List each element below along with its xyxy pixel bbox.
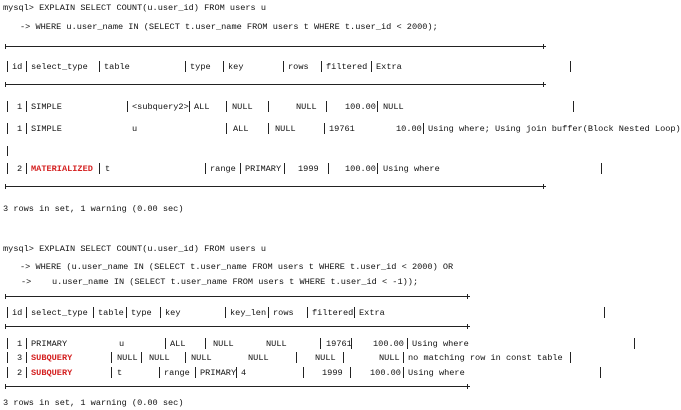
table2-row1-extra: Using where xyxy=(412,339,469,349)
table1-row2-select-type: SIMPLE xyxy=(31,124,62,134)
table1-row3-rows: 1999 xyxy=(298,164,319,174)
table2-row2-extra: no matching row in const table xyxy=(408,353,563,363)
table2-row3-table: t xyxy=(117,368,123,378)
table1-continuation-bar xyxy=(7,146,8,156)
table1-row1-id: 1 xyxy=(17,102,23,112)
table2-top-border xyxy=(6,296,470,297)
table2-row2-filtered: NULL xyxy=(379,353,400,363)
table2-row1-id: 1 xyxy=(17,339,23,349)
table2-row3-key-len: 4 xyxy=(241,368,247,378)
query1-command: mysql> EXPLAIN SELECT COUNT(u.user_id) FROM users u xyxy=(3,3,267,13)
table2-header-type: type xyxy=(131,308,152,318)
table2-header-rows: rows xyxy=(273,308,294,318)
table1-row1-filtered: 100.00 xyxy=(345,102,376,112)
table1-row2-rows: 19761 xyxy=(329,124,355,134)
table2-row3-id: 2 xyxy=(17,368,23,378)
table2-row1-select-type: PRIMARY xyxy=(31,339,68,349)
table2-row3-type: range xyxy=(164,368,190,378)
table1-row1-extra: NULL xyxy=(383,102,404,112)
table2-row1-key: NULL xyxy=(213,339,234,349)
table1-row3-table: t xyxy=(105,164,111,174)
table2-row3-extra: Using where xyxy=(408,368,465,378)
query2-continuation-2: -> u.user_name IN (SELECT t.user_name FROM users t WHERE t.user_id < -1)); xyxy=(21,277,419,287)
table1-header-filtered: filtered xyxy=(326,62,368,72)
table1-row2-extra: Using where; Using join buffer(Block Nested Loop) xyxy=(428,124,681,134)
table1-header-rows: rows xyxy=(288,62,309,72)
table1-bottom-border xyxy=(6,186,546,187)
table2-header-key: key xyxy=(165,308,181,318)
table1-row3-filtered: 100.00 xyxy=(345,164,376,174)
table2-header-border xyxy=(6,326,470,327)
table2-row1-filtered: 100.00 xyxy=(373,339,404,349)
table2-row1-rows: 19761 xyxy=(326,339,352,349)
query1-continuation: -> WHERE u.user_name IN (SELECT t.user_name FROM users t WHERE t.user_id < 2000); xyxy=(20,22,438,32)
table1-row1-select-type: SIMPLE xyxy=(31,102,62,112)
table2-header-filtered: filtered xyxy=(312,308,354,318)
table1-row1-table: <subquery2> xyxy=(132,102,189,112)
table1-top-border xyxy=(6,46,546,47)
table2-bottom-border xyxy=(6,386,470,387)
table2-header-select-type: select_type xyxy=(31,308,88,318)
table2-row2-rows: NULL xyxy=(315,353,336,363)
table1-row1-key: NULL xyxy=(232,102,253,112)
table1-row3-id: 2 xyxy=(17,164,23,174)
table2-row2-id: 3 xyxy=(17,353,23,363)
table1-row3-select-type: MATERIALIZED xyxy=(31,164,93,174)
table1-row2-type: ALL xyxy=(233,124,249,134)
query2-result-summary: 3 rows in set, 1 warning (0.00 sec) xyxy=(3,398,184,408)
table2-row3-select-type: SUBQUERY xyxy=(31,368,73,378)
table1-header-key: key xyxy=(228,62,244,72)
table1-row2-filtered: 10.00 xyxy=(396,124,422,134)
table2-header-key-len: key_len xyxy=(230,308,267,318)
table2-row2-key: NULL xyxy=(191,353,212,363)
table2-row3-key: PRIMARY xyxy=(200,368,237,378)
table2-row1-type: ALL xyxy=(170,339,186,349)
table2-row3-filtered: 100.00 xyxy=(370,368,401,378)
table1-row1-rows: NULL xyxy=(296,102,317,112)
table1-row3-extra: Using where xyxy=(383,164,440,174)
table1-row2-table: u xyxy=(132,124,138,134)
table1-row1-type: ALL xyxy=(194,102,210,112)
table1-row2-key: NULL xyxy=(275,124,296,134)
table1-header-select-type: select_type xyxy=(31,62,88,72)
table2-row2-select-type: SUBQUERY xyxy=(31,353,73,363)
table2-row1-key-len: NULL xyxy=(266,339,287,349)
table1-header-type: type xyxy=(190,62,211,72)
query1-result-summary: 3 rows in set, 1 warning (0.00 sec) xyxy=(3,204,184,214)
table2-row3-rows: 1999 xyxy=(322,368,343,378)
table2-row1-table: u xyxy=(119,339,125,349)
table2-header-id: id xyxy=(12,308,23,318)
query2-continuation-1: -> WHERE (u.user_name IN (SELECT t.user_name FROM users t WHERE t.user_id < 2000) OR xyxy=(20,262,454,272)
table2-header-table: table xyxy=(98,308,124,318)
table1-header-border xyxy=(6,84,546,85)
table1-row3-key: PRIMARY xyxy=(245,164,282,174)
table1-header-extra: Extra xyxy=(376,62,402,72)
table1-header-id: id xyxy=(12,62,23,72)
table1-row3-type: range xyxy=(210,164,236,174)
table2-row2-type: NULL xyxy=(149,353,170,363)
table2-header-extra: Extra xyxy=(359,308,385,318)
table2-row2-table: NULL xyxy=(117,353,138,363)
table1-row2-id: 1 xyxy=(17,124,23,134)
table1-header-table: table xyxy=(104,62,130,72)
query2-command: mysql> EXPLAIN SELECT COUNT(u.user_id) FROM users u xyxy=(3,244,267,254)
table2-row2-key-len: NULL xyxy=(248,353,269,363)
